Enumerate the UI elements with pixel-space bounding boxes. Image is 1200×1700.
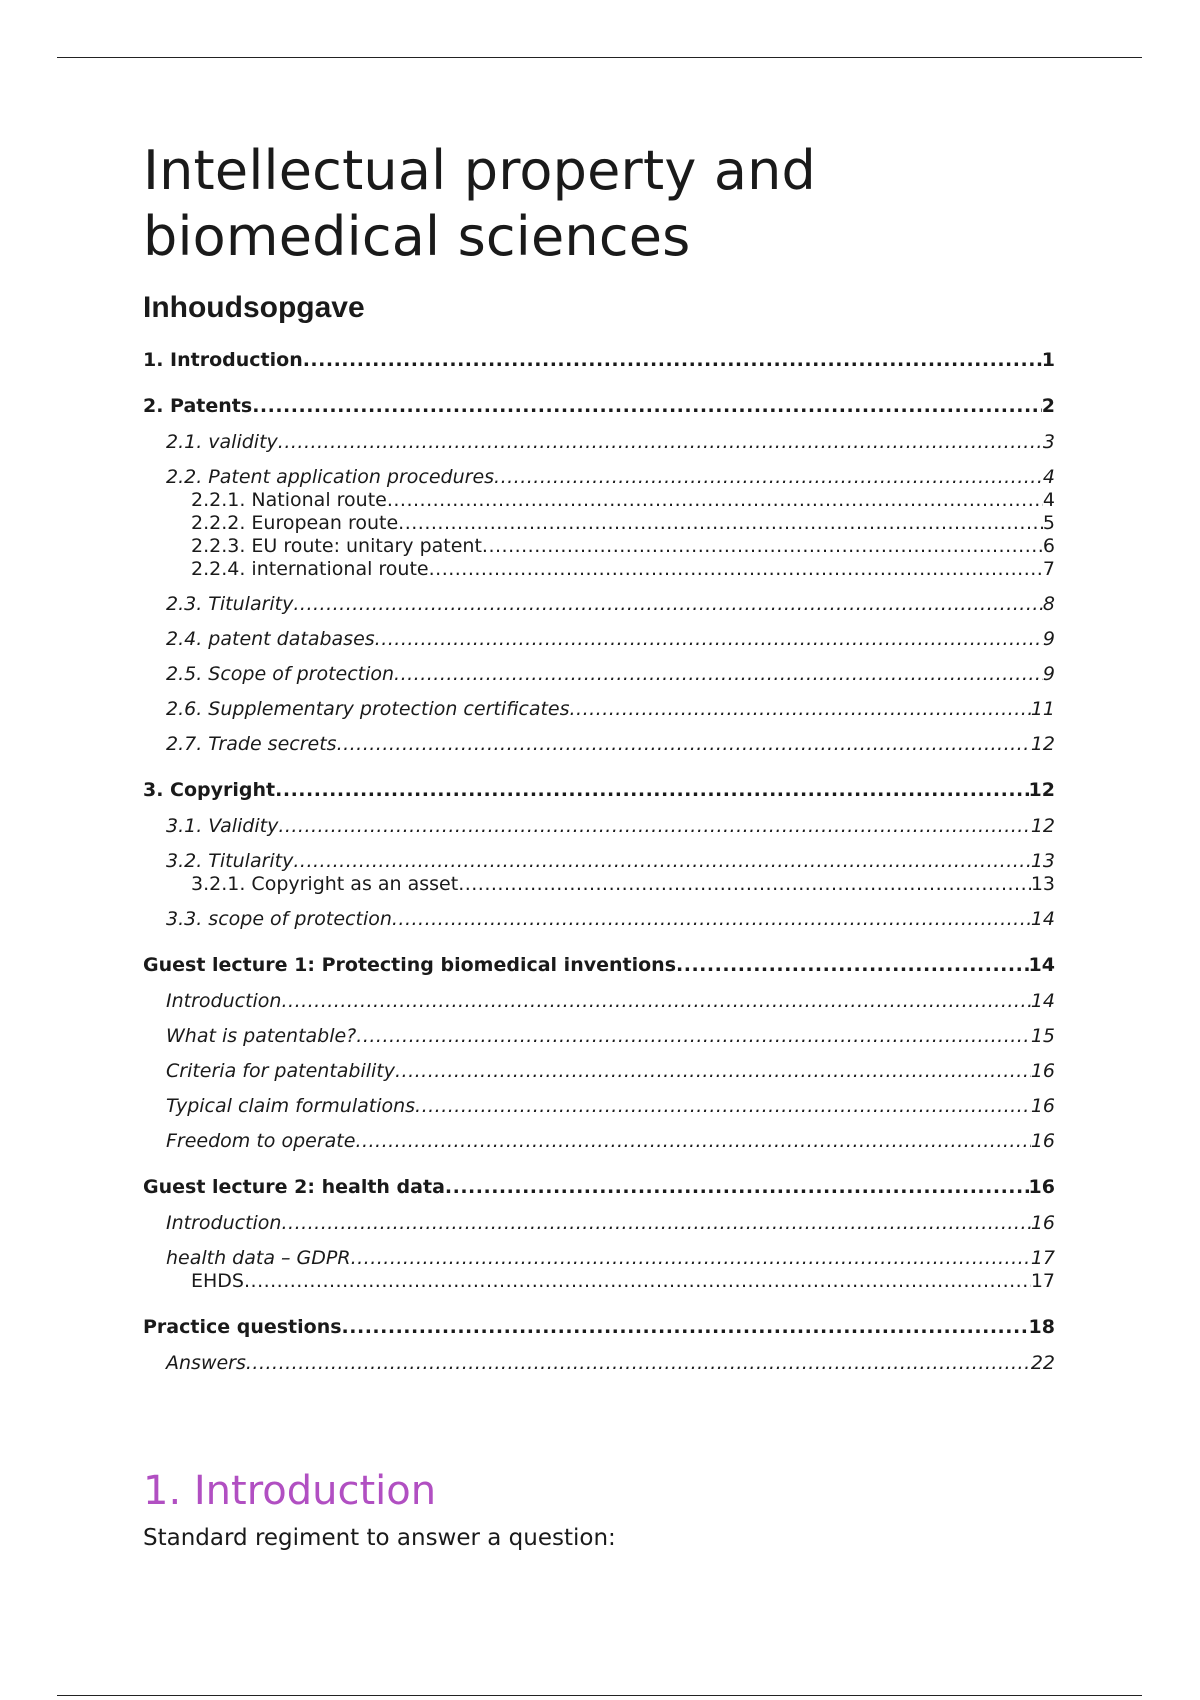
toc-entry-eu-route[interactable] (143, 535, 1055, 558)
toc-entry-label: 2.2.2. European route (191, 512, 399, 534)
toc-entry-page: 4 (1042, 466, 1055, 488)
toc-entry-page: 12 (1030, 815, 1055, 837)
toc-entry-titularity[interactable] (143, 592, 1055, 616)
toc-leader (293, 849, 1030, 873)
toc-leader (395, 1059, 1031, 1083)
toc-entry-page: 22 (1030, 1352, 1055, 1374)
title-line-1: Intellectual property and (143, 139, 817, 202)
toc-leader (375, 627, 1043, 651)
toc-entry-page: 14 (1030, 990, 1055, 1012)
toc-leader (570, 697, 1031, 721)
toc-entry-page: 12 (1028, 779, 1055, 801)
toc-entry-page: 7 (1042, 558, 1055, 580)
toc-entry-label: 3.1. Validity (166, 815, 279, 837)
document-body (143, 138, 1055, 1386)
toc-entry-answers[interactable] (143, 1351, 1055, 1375)
toc-entry-freedom-to-operate[interactable] (143, 1129, 1055, 1153)
toc-entry-page: 13 (1030, 873, 1055, 895)
toc-entry-label: 3. Copyright (143, 779, 276, 801)
toc-entry-label: 3.2.1. Copyright as an asset (191, 873, 459, 895)
toc-entry-label: Introduction (166, 1212, 282, 1234)
toc-leader (337, 732, 1031, 756)
toc-entry-patents[interactable] (143, 394, 1055, 418)
toc-entry-page: 14 (1030, 908, 1055, 930)
header-rule (57, 57, 1142, 58)
toc-entry-copyright-validity[interactable] (143, 814, 1055, 838)
table-of-contents (143, 348, 1055, 1375)
toc-entry-label: 2.2.4. international route (191, 558, 429, 580)
toc-entry-national-route[interactable] (143, 489, 1055, 512)
toc-entry-page: 5 (1042, 512, 1055, 534)
toc-entry-scope-of-protection[interactable] (143, 662, 1055, 686)
toc-entry-page: 9 (1042, 663, 1055, 685)
toc-entry-page: 16 (1030, 1060, 1055, 1082)
toc-entry-label: 2.2.1. National route (191, 489, 387, 511)
toc-entry-label: 2.2. Patent application procedures (166, 466, 495, 488)
toc-entry-copyright-scope[interactable] (143, 907, 1055, 931)
toc-entry-claim-formulations[interactable] (143, 1094, 1055, 1118)
toc-entry-patent-application-procedures[interactable] (143, 465, 1055, 489)
toc-leader (303, 348, 1042, 372)
toc-entry-page: 16 (1030, 1212, 1055, 1234)
toc-entry-page: 12 (1030, 733, 1055, 755)
toc-entry-guest-lecture-1[interactable] (143, 953, 1055, 977)
toc-leader (398, 512, 1043, 535)
toc-entry-page: 16 (1028, 1176, 1055, 1198)
toc-entry-label: Guest lecture 1: Protecting biomedical inventions (143, 954, 677, 976)
toc-entry-page: 16 (1030, 1130, 1055, 1152)
toc-entry-label: 2.2.3. EU route: unitary patent (191, 535, 482, 557)
toc-entry-european-route[interactable] (143, 512, 1055, 535)
toc-entry-label: 3.3. scope of protection (166, 908, 392, 930)
toc-leader (252, 394, 1042, 418)
toc-entry-page: 1 (1041, 349, 1055, 371)
toc-entry-practice-questions[interactable] (143, 1315, 1055, 1339)
toc-entry-label: 2.4. patent databases (166, 628, 375, 650)
toc-leader (281, 989, 1030, 1013)
toc-entry-gl1-introduction[interactable] (143, 989, 1055, 1013)
toc-entry-page: 11 (1030, 698, 1055, 720)
toc-leader (293, 592, 1043, 616)
toc-leader (676, 953, 1029, 977)
toc-entry-label: 2.1. validity (166, 431, 278, 453)
toc-entry-page: 8 (1042, 593, 1055, 615)
toc-entry-page: 16 (1030, 1095, 1055, 1117)
toc-entry-copyright-as-asset[interactable] (143, 873, 1055, 896)
toc-leader (494, 465, 1043, 489)
toc-leader (356, 1024, 1031, 1048)
toc-entry-ehds[interactable] (143, 1270, 1055, 1293)
toc-leader (458, 873, 1031, 896)
toc-leader (355, 1129, 1030, 1153)
toc-entry-validity[interactable] (143, 430, 1055, 454)
toc-entry-label: Practice questions (143, 1316, 342, 1338)
title-line-2: biomedical sciences (143, 205, 691, 268)
toc-entry-page: 3 (1042, 431, 1055, 453)
toc-entry-label: 2.3. Titularity (166, 593, 294, 615)
toc-entry-label: 2. Patents (143, 395, 253, 417)
toc-entry-page: 4 (1042, 489, 1055, 511)
footer-rule (57, 1695, 1142, 1696)
toc-leader (445, 1175, 1029, 1199)
toc-entry-label: Introduction (166, 990, 282, 1012)
toc-entry-page: 17 (1030, 1270, 1055, 1292)
toc-entry-label: 2.6. Supplementary protection certificates (166, 698, 570, 720)
toc-leader (281, 1211, 1030, 1235)
toc-entry-page: 17 (1030, 1247, 1055, 1269)
toc-entry-page: 6 (1042, 535, 1055, 557)
section-heading-introduction: 1. Introduction (143, 1468, 437, 1514)
toc-entry-patent-databases[interactable] (143, 627, 1055, 651)
toc-entry-what-is-patentable[interactable] (143, 1024, 1055, 1048)
toc-entry-label: Typical claim formulations (166, 1095, 416, 1117)
toc-entry-page: 9 (1042, 628, 1055, 650)
toc-leader (394, 662, 1043, 686)
toc-entry-health-data-gdpr[interactable] (143, 1246, 1055, 1270)
toc-leader (351, 1246, 1031, 1270)
toc-entry-label: Guest lecture 2: health data (143, 1176, 445, 1198)
toc-entry-label: 2.5. Scope of protection (166, 663, 395, 685)
toc-entry-page: 2 (1041, 395, 1055, 417)
toc-entry-international-route[interactable] (143, 558, 1055, 581)
toc-entry-criteria-patentability[interactable] (143, 1059, 1055, 1083)
toc-entry-label: health data – GDPR (166, 1247, 351, 1269)
toc-leader (275, 778, 1028, 802)
toc-leader (392, 907, 1031, 931)
toc-entry-page: 14 (1028, 954, 1055, 976)
toc-leader (429, 558, 1043, 581)
toc-entry-supplementary-protection[interactable] (143, 697, 1055, 721)
toc-leader (482, 535, 1043, 558)
document-title (143, 138, 1055, 270)
toc-leader (415, 1094, 1031, 1118)
toc-entry-label: 1. Introduction (143, 349, 303, 371)
toc-entry-copyright-titularity[interactable] (143, 849, 1055, 873)
toc-entry-label: 3.2. Titularity (166, 850, 294, 872)
toc-entry-label: Freedom to operate (166, 1130, 356, 1152)
toc-entry-gl2-introduction[interactable] (143, 1211, 1055, 1235)
toc-entry-label: Answers (166, 1352, 246, 1374)
toc-entry-label: What is patentable? (166, 1025, 357, 1047)
toc-heading: Inhoudsopgave (143, 291, 365, 324)
toc-leader (387, 489, 1043, 512)
toc-leader (342, 1315, 1029, 1339)
toc-entry-copyright[interactable] (143, 778, 1055, 802)
toc-entry-trade-secrets[interactable] (143, 732, 1055, 756)
toc-entry-label: 2.7. Trade secrets (166, 733, 337, 755)
toc-leader (244, 1270, 1031, 1293)
toc-entry-guest-lecture-2[interactable] (143, 1175, 1055, 1199)
toc-leader (246, 1351, 1031, 1375)
toc-entry-label: Criteria for patentability (166, 1060, 396, 1082)
toc-entry-page: 18 (1028, 1316, 1055, 1338)
toc-leader (278, 814, 1031, 838)
toc-entry-page: 15 (1030, 1025, 1055, 1047)
toc-leader (278, 430, 1043, 454)
body-paragraph: Standard regiment to answer a question: (143, 1525, 616, 1551)
toc-entry-page: 13 (1030, 850, 1055, 872)
toc-entry-label: EHDS (191, 1270, 244, 1292)
toc-entry-introduction[interactable] (143, 348, 1055, 372)
